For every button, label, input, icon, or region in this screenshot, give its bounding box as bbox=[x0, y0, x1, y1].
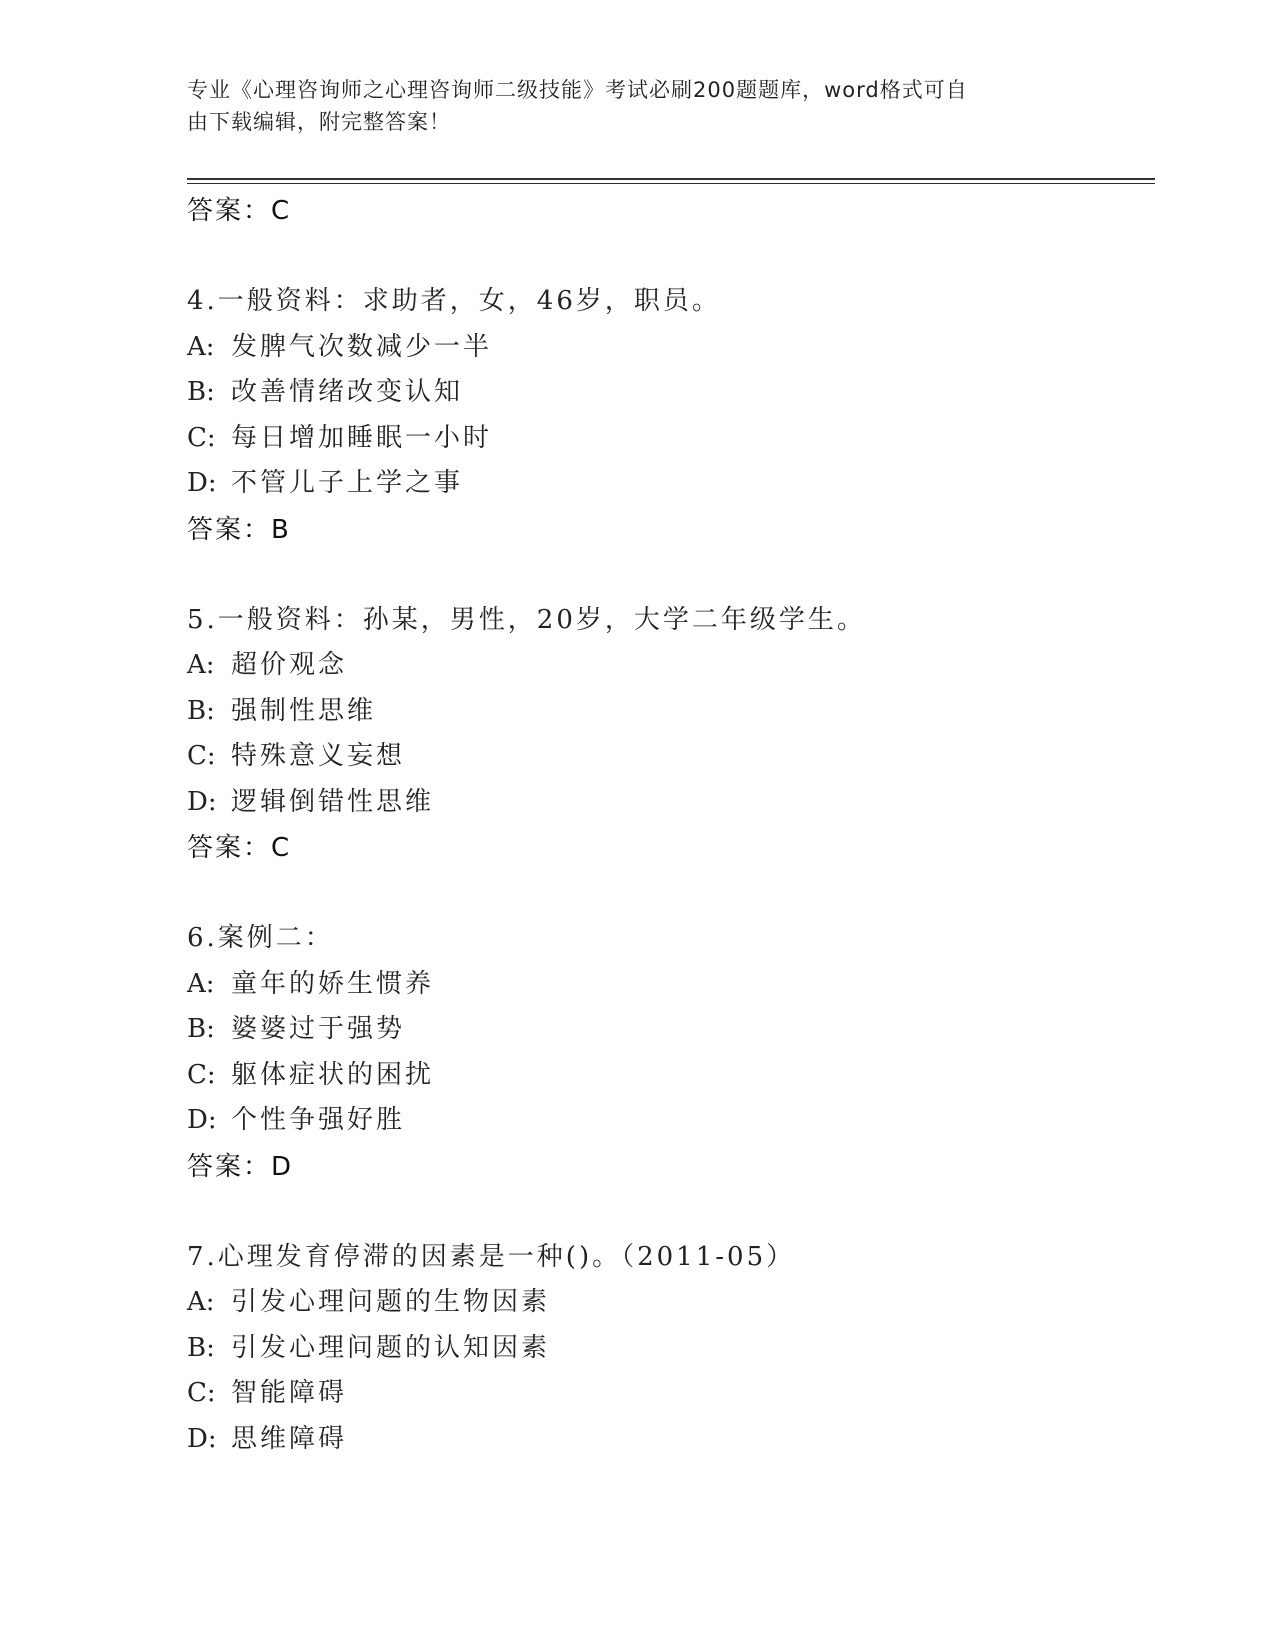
option-label: D: bbox=[187, 786, 217, 817]
option-label: B: bbox=[187, 377, 215, 407]
question-5 bbox=[187, 598, 1147, 872]
option-label: C: bbox=[187, 1059, 216, 1090]
option-d bbox=[187, 461, 1147, 507]
option-text: 逻辑倒错性思维 bbox=[231, 786, 435, 817]
option-c bbox=[187, 734, 1147, 780]
option-a bbox=[187, 325, 1147, 371]
question-list bbox=[187, 188, 1147, 1462]
option-d bbox=[187, 1098, 1147, 1144]
option-label: B: bbox=[187, 1332, 215, 1363]
option-text: 超价观念 bbox=[231, 650, 348, 680]
option-label: A: bbox=[187, 1287, 215, 1317]
option-text: 发脾气次数减少一半 bbox=[231, 331, 493, 362]
option-label: D: bbox=[187, 1423, 217, 1454]
option-label: C: bbox=[187, 422, 216, 453]
option-d bbox=[187, 780, 1147, 826]
option-label: A: bbox=[187, 968, 215, 999]
option-c bbox=[187, 1053, 1147, 1099]
option-label: B: bbox=[187, 1014, 215, 1044]
header-line-1: 专业《心理咨询师之心理咨询师二级技能》考试必刷200题题库，word格式可自 bbox=[187, 78, 968, 102]
question-text: 4.一般资料：求助者，女，46岁，职员。 bbox=[187, 286, 721, 316]
question-text: 7.心理发育停滞的因素是一种()。（2011-05） bbox=[187, 1241, 796, 1272]
option-text: 智能障碍 bbox=[231, 1378, 348, 1408]
option-label: D: bbox=[187, 1105, 217, 1135]
option-text: 婆婆过于强势 bbox=[231, 1014, 406, 1044]
option-text: 改善情绪改变认知 bbox=[231, 377, 464, 407]
question-4 bbox=[187, 279, 1147, 553]
previous-answer: 答案：C bbox=[187, 196, 292, 226]
option-d bbox=[187, 1417, 1147, 1463]
option-label: B: bbox=[187, 695, 215, 726]
option-c bbox=[187, 416, 1147, 462]
option-c bbox=[187, 1371, 1147, 1417]
answer: 答案：C bbox=[187, 833, 292, 863]
header-line-2: 由下载编辑，附完整答案！ bbox=[187, 110, 451, 134]
document-header bbox=[187, 74, 1067, 138]
question-text: 5.一般资料：孙某，男性，20岁，大学二年级学生。 bbox=[187, 604, 866, 635]
option-label: D: bbox=[187, 468, 217, 498]
answer: 答案：B bbox=[187, 514, 291, 545]
option-text: 躯体症状的困扰 bbox=[231, 1059, 435, 1090]
option-label: C: bbox=[187, 741, 216, 771]
option-text: 引发心理问题的认知因素 bbox=[231, 1332, 551, 1363]
option-label: C: bbox=[187, 1378, 216, 1408]
option-text: 童年的娇生惯养 bbox=[231, 968, 435, 999]
option-a bbox=[187, 643, 1147, 689]
option-text: 个性争强好胜 bbox=[231, 1105, 406, 1135]
option-text: 不管儿子上学之事 bbox=[231, 468, 464, 498]
question-text: 6.案例二： bbox=[187, 923, 334, 953]
option-b bbox=[187, 1007, 1147, 1053]
option-label: A: bbox=[187, 331, 215, 362]
option-a bbox=[187, 962, 1147, 1008]
option-text: 引发心理问题的生物因素 bbox=[231, 1287, 551, 1317]
question-7 bbox=[187, 1235, 1147, 1463]
answer: 答案：D bbox=[187, 1151, 294, 1182]
option-b bbox=[187, 370, 1147, 416]
option-text: 每日增加睡眠一小时 bbox=[231, 422, 493, 453]
option-text: 强制性思维 bbox=[231, 695, 377, 726]
option-text: 特殊意义妄想 bbox=[231, 741, 406, 771]
option-label: A: bbox=[187, 650, 215, 680]
option-b bbox=[187, 1326, 1147, 1372]
option-text: 思维障碍 bbox=[231, 1423, 348, 1454]
question-6 bbox=[187, 916, 1147, 1190]
header-rule-thick bbox=[187, 178, 1155, 180]
option-a bbox=[187, 1280, 1147, 1326]
header-rule-thin bbox=[187, 183, 1155, 184]
option-b bbox=[187, 689, 1147, 735]
